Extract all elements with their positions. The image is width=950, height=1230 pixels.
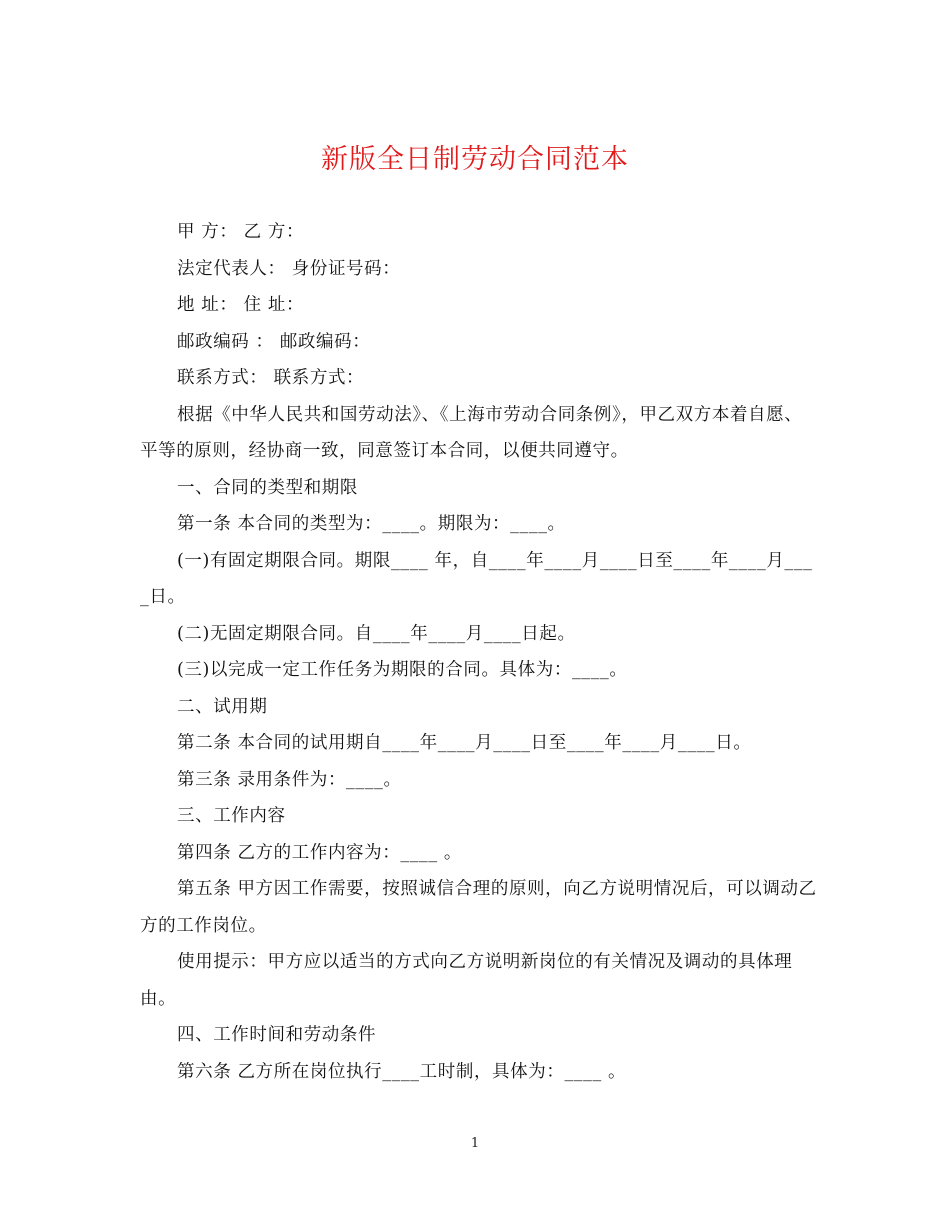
section-heading: 二、试用期 — [177, 696, 268, 717]
article-paragraph: (一)有固定期限合同。期限____ 年，自____年____月____日至____年____月____日。 — [140, 550, 813, 607]
article-paragraph: 第一条 本合同的类型为：____。期限为：____。 — [177, 514, 566, 534]
preamble-paragraph: 根据《中华人民共和国劳动法》、《上海市劳动合同条例》，甲乙双方本着自愿、平等的原则，经协商一致，同意签订本合同，以便共同遵守。 — [140, 404, 803, 461]
article-paragraph: 第三条 录用条件为：____。 — [177, 769, 402, 790]
postal-code-line: 邮政编码 ： 邮政编码： — [177, 331, 371, 352]
article-paragraph: 第二条 本合同的试用期自____年____月____日至____年____月____日。 — [177, 733, 752, 753]
usage-tip-paragraph: 使用提示：甲方应以适当的方式向乙方说明新岗位的有关情况及调动的具体理由。 — [140, 952, 793, 1009]
article-paragraph: 第五条 甲方因工作需要，按照诚信合理的原则，向乙方说明情况后，可以调动乙方的工作岗位。 — [140, 879, 817, 936]
section-heading: 一、合同的类型和期限 — [177, 477, 358, 498]
address-line: 地 址： 住 址： — [177, 295, 305, 315]
page-number: 1 — [470, 1136, 480, 1151]
article-paragraph: (三)以完成一定工作任务为期限的合同。具体为：____。 — [177, 660, 628, 680]
contact-line: 联系方式： 联系方式： — [177, 368, 365, 388]
party-names-line: 甲 方： 乙 方： — [177, 222, 305, 242]
representative-id-line: 法定代表人： 身份证号码： — [177, 258, 401, 279]
section-heading: 四、工作时间和劳动条件 — [177, 1025, 377, 1045]
article-paragraph: 第六条 乙方所在岗位执行____工时制，具体为：____ 。 — [177, 1061, 627, 1082]
article-paragraph: (二)无固定期限合同。自____年____月____日起。 — [177, 623, 576, 644]
article-paragraph: 第四条 乙方的工作内容为：____ 。 — [177, 842, 463, 863]
document-title: 新版全日制劳动合同范本 — [321, 144, 629, 175]
document-body — [140, 214, 820, 1090]
section-heading: 三、工作内容 — [177, 806, 286, 826]
